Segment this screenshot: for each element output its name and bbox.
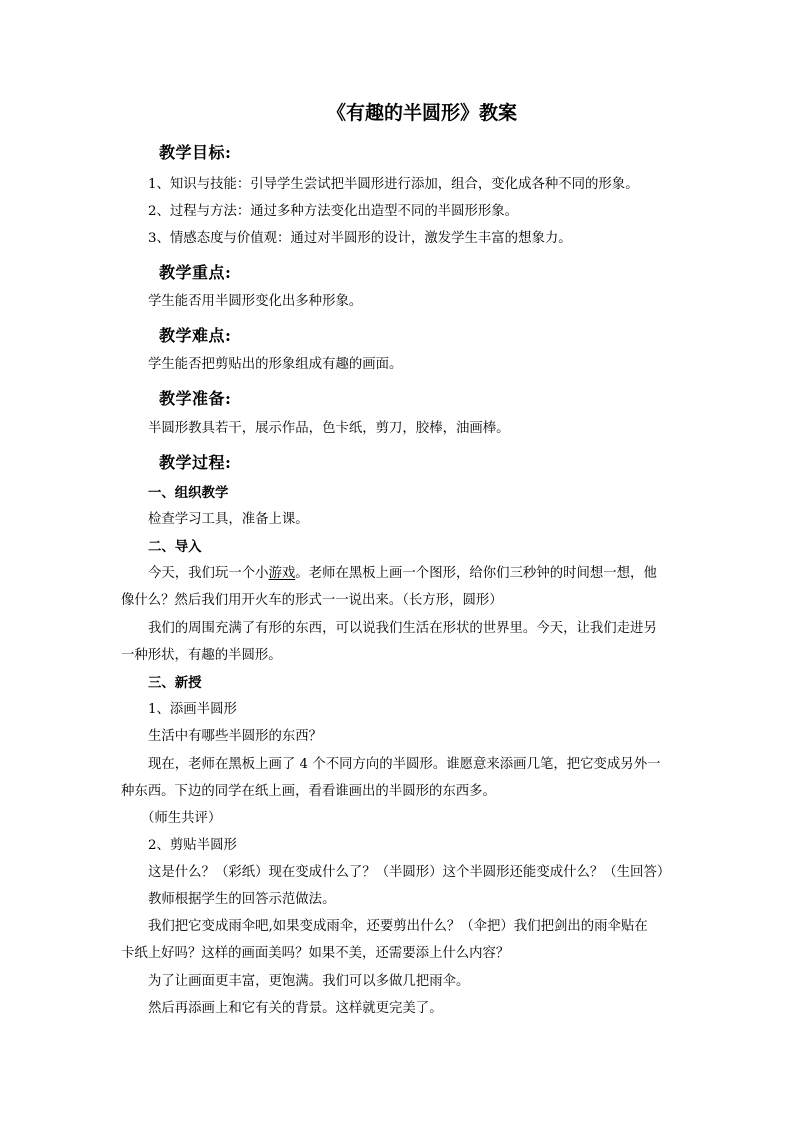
preparation-text: 半圆形教具若干，展示作品，色卡纸，剪刀，胶棒，油画棒。 bbox=[148, 421, 510, 436]
sub2-line-1: 这是什么？（彩纸）现在变成什么了？（半圆形）这个半圆形还能变成什么？（生回答） bbox=[148, 865, 671, 880]
preparation-heading: 教学准备: bbox=[159, 389, 232, 408]
part2-paragraph2-line1: 我们的周围充满了有形的东西，可以说我们生活在形状的世界里。今天，让我们走进另 bbox=[148, 621, 657, 636]
sub2-title: 2、剪贴半圆形 bbox=[148, 838, 237, 853]
objective-line-3: 3、情感态度与价值观：通过对半圆形的设计，激发学生丰富的想象力。 bbox=[148, 231, 572, 246]
part2-p1-text-b: 。老师在黑板上画一个图形，给你们三秒钟的时间想一想，他 bbox=[295, 566, 657, 581]
part2-title: 二、导入 bbox=[148, 539, 202, 555]
sub2-line-5: 为了让画面更丰富，更饱满。我们可以多做几把雨伞。 bbox=[148, 974, 470, 989]
difficulties-text: 学生能否把剪贴出的形象组成有趣的画面。 bbox=[148, 357, 403, 372]
sub1-title: 1、添画半圆形 bbox=[148, 702, 237, 717]
objective-line-2: 2、过程与方法：通过多种方法变化出造型不同的半圆形形象。 bbox=[148, 204, 519, 219]
document-title: 《有趣的半圆形》教案 bbox=[326, 102, 517, 124]
objective-line-1: 1、知识与技能：引导学生尝试把半圆形进行添加，组合，变化成各种不同的形象。 bbox=[148, 177, 639, 192]
process-heading: 教学过程: bbox=[159, 453, 232, 472]
sub1-question: 生活中有哪些半圆形的东西？ bbox=[148, 729, 323, 744]
sub2-line-6: 然后再添画上和它有关的背景。这样就更完美了。 bbox=[148, 1001, 443, 1016]
part2-p1-underlined-word: 游戏 bbox=[268, 566, 296, 581]
sub1-paragraph-line2: 种东西。下边的同学在纸上画，看看谁画出的半圆形的东西多。 bbox=[121, 784, 496, 799]
part2-paragraph1-line2: 像什么？然后我们用开火车的形式一一说出来。（长方形，圆形） bbox=[121, 593, 503, 608]
sub1-paragraph-line1: 现在，老师在黑板上画了 4 个不同方向的半圆形。谁愿意来添画几笔，把它变成另外一 bbox=[148, 757, 661, 772]
sub2-line-4: 卡纸上好吗？这样的画面美吗？如果不美，还需要添上什么内容？ bbox=[121, 946, 510, 961]
part3-title: 三、新授 bbox=[148, 675, 202, 691]
sub2-line-3: 我们把它变成雨伞吧,如果变成雨伞，还要剪出什么？（伞把）我们把剑出的雨伞贴在 bbox=[148, 919, 648, 934]
part1-text: 检查学习工具，准备上课。 bbox=[148, 512, 309, 527]
difficulties-heading: 教学难点: bbox=[159, 326, 232, 345]
part2-paragraph2-line2: 一种形状，有趣的半圆形。 bbox=[121, 648, 282, 663]
key-points-text: 学生能否用半圆形变化出多种形象。 bbox=[148, 294, 363, 309]
sub2-line-2: 教师根据学生的回答示范做法。 bbox=[148, 892, 336, 907]
part2-p1-text-a: 今天，我们玩一个小 bbox=[148, 566, 269, 581]
objectives-heading: 教学目标: bbox=[159, 143, 232, 162]
sub1-note: （师生共评） bbox=[141, 811, 222, 826]
part1-title: 一、组织教学 bbox=[148, 485, 229, 501]
key-points-heading: 教学重点: bbox=[159, 263, 232, 282]
part2-paragraph1-line1 bbox=[148, 565, 657, 583]
